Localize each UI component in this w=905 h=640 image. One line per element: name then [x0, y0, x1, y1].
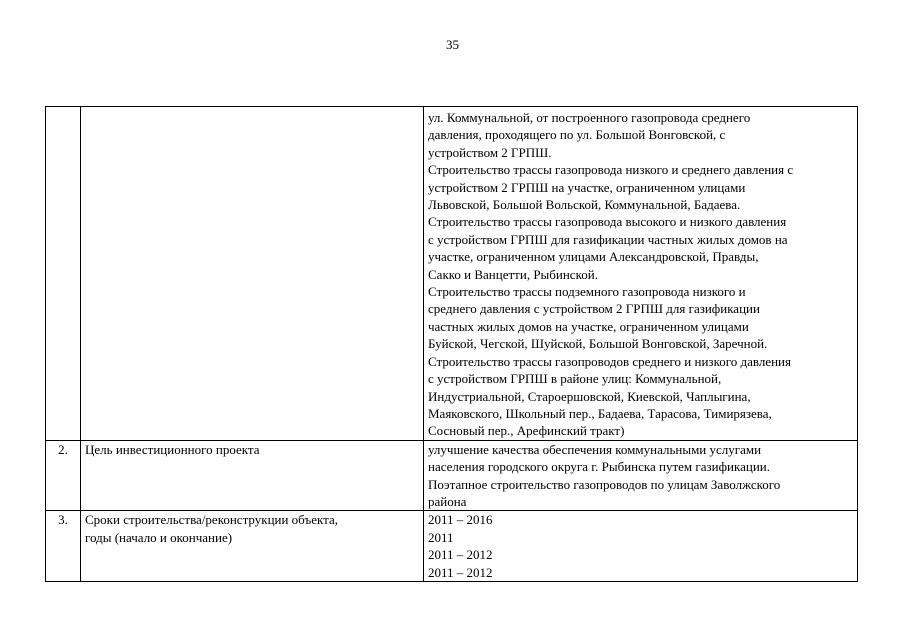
value-line: Строительство трассы подземного газопровода низкого и — [428, 284, 746, 300]
row-value-cell — [424, 511, 858, 582]
value-line: 2011 – 2016 — [428, 512, 493, 528]
table-row — [46, 511, 858, 582]
value-line: Строительство трассы газопровода высокого и низкого давления — [428, 214, 787, 230]
value-line: 2011 — [428, 529, 454, 545]
value-line: населения городского округа г. Рыбинска путем газификации. — [428, 459, 770, 475]
value-line: 2011 – 2012 — [428, 547, 493, 563]
value-line: Строительство трассы газопроводов среднего и низкого давления — [428, 353, 791, 369]
value-line: Маяковского, Школьный пер., Бадаева, Тарасова, Тимирязева, — [428, 405, 772, 421]
row-name-cell — [81, 440, 424, 511]
page-number: 35 — [446, 37, 459, 52]
value-line: ул. Коммунальной, от построенного газопровода среднего — [428, 110, 751, 125]
row-name-cell — [81, 107, 424, 441]
value-line: Строительство трассы газопровода низкого и среднего давления с — [428, 162, 794, 178]
value-line: с устройством ГРПШ в районе улиц: Коммунальной, — [428, 371, 722, 387]
table-row — [46, 107, 858, 441]
name-line: годы (начало и окончание) — [85, 529, 233, 545]
name-line: Цель инвестиционного проекта — [85, 441, 260, 457]
value-line: 2011 – 2012 — [428, 564, 493, 580]
row-value-cell — [424, 440, 858, 511]
value-line: района — [428, 493, 467, 509]
value-line: устройством 2 ГРПШ. — [428, 144, 552, 160]
value-line: участке, ограниченном улицами Александровской, Правды, — [428, 249, 759, 265]
value-line: среднего давления с устройством 2 ГРПШ для газификации — [428, 301, 760, 317]
value-line: улучшение качества обеспечения коммунальными услугами — [428, 441, 762, 457]
row-name-cell — [81, 511, 424, 582]
value-line: Сакко и Ванцетти, Рыбинской. — [428, 266, 598, 282]
value-line: устройством 2 ГРПШ на участке, ограниченном улицами — [428, 179, 746, 195]
value-line: Сосновый пер., Арефинский тракт) — [428, 423, 625, 439]
value-line: давления, проходящего по ул. Большой Вонговской, с — [428, 127, 726, 143]
row-value-cell — [424, 107, 858, 441]
row-number-cell: 2. — [46, 440, 81, 511]
table-row — [46, 440, 858, 511]
value-line: Буйской, Чегской, Шуйской, Большой Вонговской, Заречной. — [428, 336, 768, 352]
value-line: Поэтапное строительство газопроводов по улицам Заволжского — [428, 476, 781, 492]
row-number-cell — [46, 107, 81, 441]
value-line: частных жилых домов на участке, ограниченном улицами — [428, 318, 749, 334]
investment-project-table — [45, 106, 858, 582]
value-line: с устройством ГРПШ для газификации частных жилых домов на — [428, 231, 788, 247]
row-number-cell: 3. — [46, 511, 81, 582]
value-line: Индустриальной, Староершовской, Киевской, Чаплыгина, — [428, 388, 751, 404]
name-line: Сроки строительства/реконструкции объекта, — [85, 512, 338, 528]
value-line: Львовской, Большой Вольской, Коммунальной, Бадаева. — [428, 197, 741, 213]
